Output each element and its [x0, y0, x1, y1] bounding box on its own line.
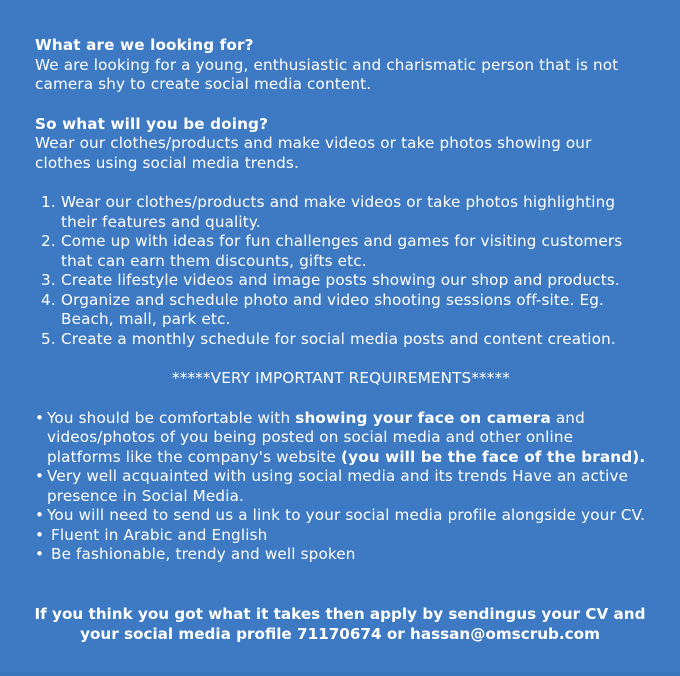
doing-body: Wear our clothes/products and make videos or take photos showing our clothes using social media trends.: [35, 134, 592, 172]
requirement-text: You will need to send us a link to your social media profile alongside your CV.: [47, 506, 646, 524]
requirement-item: [35, 409, 647, 468]
doing-heading: So what will you be doing?: [35, 114, 269, 133]
bottom-band: [0, 672, 680, 676]
closing-line: your social media profile 71170674 or hassan@omscrub.com: [80, 625, 600, 643]
task-text: Create a monthly schedule for social media posts and content creation.: [61, 329, 616, 348]
bullet-icon: •: [35, 525, 45, 544]
requirements-list: [35, 409, 647, 565]
tasks-list: [35, 193, 647, 349]
looking-for-heading: What are we looking for?: [35, 36, 254, 54]
task-text: Wear our clothes/products and make videos or take photos highlighting their features and quality.: [61, 193, 616, 231]
closing-call-to-action: [20, 604, 660, 644]
task-number: 4.: [41, 290, 56, 309]
requirement-text: You should be comfortable with: [47, 408, 296, 427]
requirement-text: Fluent in Arabic and English: [51, 525, 268, 544]
task-item: [35, 232, 647, 271]
task-text: Come up with ideas for fun challenges and games for visiting customers that can earn them discounts, gifts etc.: [61, 232, 623, 270]
requirement-emphasis: showing your face on camera: [295, 408, 551, 427]
looking-for-body: We are looking for a young, enthusiastic and charismatic person that is not camera shy to create social media content.: [35, 55, 619, 93]
task-number: 1.: [41, 193, 56, 211]
task-item: [35, 271, 647, 291]
bullet-icon: •: [35, 545, 45, 563]
task-number: 5.: [41, 329, 56, 348]
bullet-icon: •: [35, 408, 45, 427]
bullet-icon: •: [35, 506, 45, 524]
task-text: Create lifestyle videos and image posts showing our shop and products.: [61, 271, 620, 289]
task-text: Organize and schedule photo and video shooting sessions off-site. Eg. Beach, mall, park etc.: [61, 290, 604, 328]
requirements-title: *****VERY IMPORTANT REQUIREMENTS*****: [171, 369, 511, 387]
spacer: [35, 173, 647, 193]
task-item: [35, 291, 647, 330]
task-number: 3.: [41, 271, 56, 289]
bullet-icon: •: [35, 467, 45, 485]
task-item: [35, 193, 647, 232]
requirement-text: and videos/photos of you being posted on social media and other online platforms like the company's website: [47, 408, 585, 466]
closing-line: If you think you got what it takes then apply by sendingus your CV and: [34, 605, 646, 623]
spacer: [35, 95, 647, 115]
job-posting: [35, 36, 647, 565]
requirement-item: [35, 526, 647, 546]
requirement-emphasis: (you will be the face of the brand).: [341, 447, 646, 466]
requirement-text: Be fashionable, trendy and well spoken: [51, 545, 356, 563]
requirement-item: [35, 506, 647, 526]
requirement-item: [35, 467, 647, 506]
requirement-item: [35, 545, 647, 565]
requirement-text: Very well acquainted with using social media and its trends Have an active presence in Social Media.: [47, 467, 629, 505]
task-item: [35, 330, 647, 350]
task-number: 2.: [41, 232, 56, 250]
